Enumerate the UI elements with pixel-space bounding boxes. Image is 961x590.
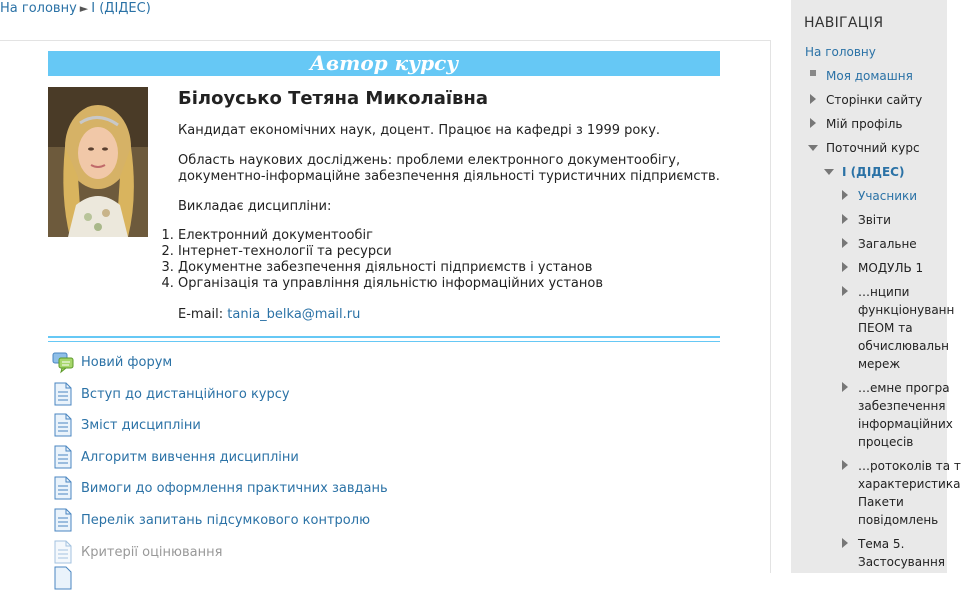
nav-topic-line[interactable]: обчислювальн bbox=[858, 339, 950, 353]
nav-my-profile[interactable]: Мій профіль bbox=[826, 117, 903, 131]
expand-arrow-icon[interactable] bbox=[842, 382, 848, 392]
nav-topic-line[interactable]: мереж bbox=[858, 357, 901, 371]
activity-label: Алгоритм вивчення дисципліни bbox=[81, 449, 299, 465]
activity-label: Новий форум bbox=[81, 354, 173, 370]
discipline-item: 4. Організація та управління діяльністю інформаційних установ bbox=[178, 276, 603, 292]
activity-label: Перелік запитань підсумкового контролю bbox=[81, 512, 371, 528]
document-icon bbox=[52, 413, 74, 437]
nav-topic-line[interactable]: …емне програ bbox=[858, 381, 950, 395]
document-icon bbox=[52, 566, 74, 590]
nav-module-1[interactable]: МОДУЛЬ 1 bbox=[858, 261, 924, 275]
document-icon bbox=[52, 476, 74, 500]
nav-topic-line[interactable]: …нципи bbox=[858, 285, 910, 299]
document-icon bbox=[52, 508, 74, 532]
research-text-line-1: Область наукових досліджень: проблеми електронного документообігу, bbox=[178, 153, 681, 168]
nav-topic-line[interactable]: …ротоколів та т bbox=[858, 459, 961, 473]
breadcrumb-home-link[interactable]: На головну bbox=[0, 1, 77, 16]
nav-topic-line[interactable]: Застосування bbox=[858, 555, 946, 569]
discipline-item: 2. Інтернет-технології та ресурси bbox=[178, 244, 603, 260]
expand-arrow-icon[interactable] bbox=[842, 460, 848, 470]
activity-resource[interactable] bbox=[52, 382, 290, 406]
nav-my-home-link[interactable]: Моя домашня bbox=[826, 69, 913, 83]
author-banner: Автор курсу bbox=[48, 51, 720, 76]
nav-topic-line[interactable]: процесів bbox=[858, 435, 914, 449]
activity-label: Вступ до дистанційного курсу bbox=[81, 386, 290, 402]
activity-label: Критерії оцінювання bbox=[81, 544, 223, 560]
navigation-block bbox=[791, 0, 961, 573]
expand-arrow-icon[interactable] bbox=[842, 190, 848, 200]
forum-icon bbox=[52, 350, 74, 374]
activity-forum[interactable] bbox=[52, 350, 172, 374]
author-photo bbox=[48, 87, 148, 237]
activity-resource[interactable] bbox=[52, 566, 81, 590]
expand-arrow-icon[interactable] bbox=[842, 238, 848, 248]
expand-arrow-icon[interactable] bbox=[810, 94, 816, 104]
email-label: E-mail: bbox=[178, 307, 224, 322]
author-degree: Кандидат економічних наук, доцент. Працює на кафедрі з 1999 року. bbox=[178, 123, 661, 138]
nav-course-link[interactable]: І (ДІДЕС) bbox=[842, 165, 905, 179]
nav-current-course[interactable]: Поточний курс bbox=[826, 141, 920, 155]
collapse-arrow-icon[interactable] bbox=[824, 169, 834, 175]
expand-arrow-icon[interactable] bbox=[842, 286, 848, 296]
discipline-item: 3. Документне забезпечення діяльності підприємств і установ bbox=[178, 260, 603, 276]
discipline-item: 1. Електронний документообіг bbox=[178, 228, 603, 244]
expand-arrow-icon[interactable] bbox=[842, 214, 848, 224]
breadcrumb bbox=[0, 1, 151, 16]
nav-participants[interactable]: Учасники bbox=[858, 189, 918, 203]
expand-arrow-icon[interactable] bbox=[810, 118, 816, 128]
bullet-icon bbox=[810, 70, 816, 76]
email-line bbox=[178, 307, 360, 323]
breadcrumb-current-link[interactable]: І (ДІДЕС) bbox=[91, 1, 151, 16]
author-portrait-image bbox=[48, 87, 148, 237]
activity-resource[interactable] bbox=[52, 508, 370, 532]
expand-arrow-icon[interactable] bbox=[842, 262, 848, 272]
activity-resource-dimmed[interactable] bbox=[52, 540, 222, 564]
research-text-line-2: документно-інформаційне забезпечення діяльності туристичних підприємств. bbox=[178, 169, 720, 184]
activity-resource[interactable] bbox=[52, 445, 299, 469]
teaches-label: Викладає дисципліни: bbox=[178, 199, 332, 214]
expand-arrow-icon[interactable] bbox=[842, 538, 848, 548]
breadcrumb-separator: ► bbox=[79, 2, 89, 15]
divider bbox=[48, 336, 720, 338]
activity-resource[interactable] bbox=[52, 476, 388, 500]
document-icon bbox=[52, 540, 74, 564]
document-icon bbox=[52, 382, 74, 406]
document-icon bbox=[52, 445, 74, 469]
activity-label: Зміст дисципліни bbox=[81, 417, 201, 433]
navigation-title: НАВІГАЦІЯ bbox=[804, 15, 884, 31]
nav-topic-line[interactable]: Тема 5. bbox=[858, 537, 905, 551]
activity-resource[interactable] bbox=[52, 413, 201, 437]
nav-topic-line[interactable]: інформаційних bbox=[858, 417, 953, 431]
nav-topic-line[interactable]: повідомлень bbox=[858, 513, 939, 527]
nav-topic-line[interactable]: характеристика bbox=[858, 477, 961, 491]
divider bbox=[48, 341, 720, 342]
nav-home-link[interactable]: На головну bbox=[805, 45, 876, 59]
discipline-list bbox=[152, 228, 603, 292]
nav-general[interactable]: Загальне bbox=[858, 237, 917, 251]
nav-topic-line[interactable]: Пакети bbox=[858, 495, 904, 509]
author-name: Білоусько Тетяна Миколаївна bbox=[178, 88, 488, 109]
nav-reports[interactable]: Звіти bbox=[858, 213, 891, 227]
nav-topic-line[interactable]: ПЕОМ та bbox=[858, 321, 913, 335]
activity-label: Вимоги до оформлення практичних завдань bbox=[81, 480, 388, 496]
nav-site-pages[interactable]: Сторінки сайту bbox=[826, 93, 923, 107]
collapse-arrow-icon[interactable] bbox=[808, 145, 818, 151]
nav-topic-line[interactable]: забезпечення bbox=[858, 399, 946, 413]
nav-topic-line[interactable]: функціонуванн bbox=[858, 303, 955, 317]
email-link[interactable]: tania_belka@mail.ru bbox=[227, 307, 361, 322]
